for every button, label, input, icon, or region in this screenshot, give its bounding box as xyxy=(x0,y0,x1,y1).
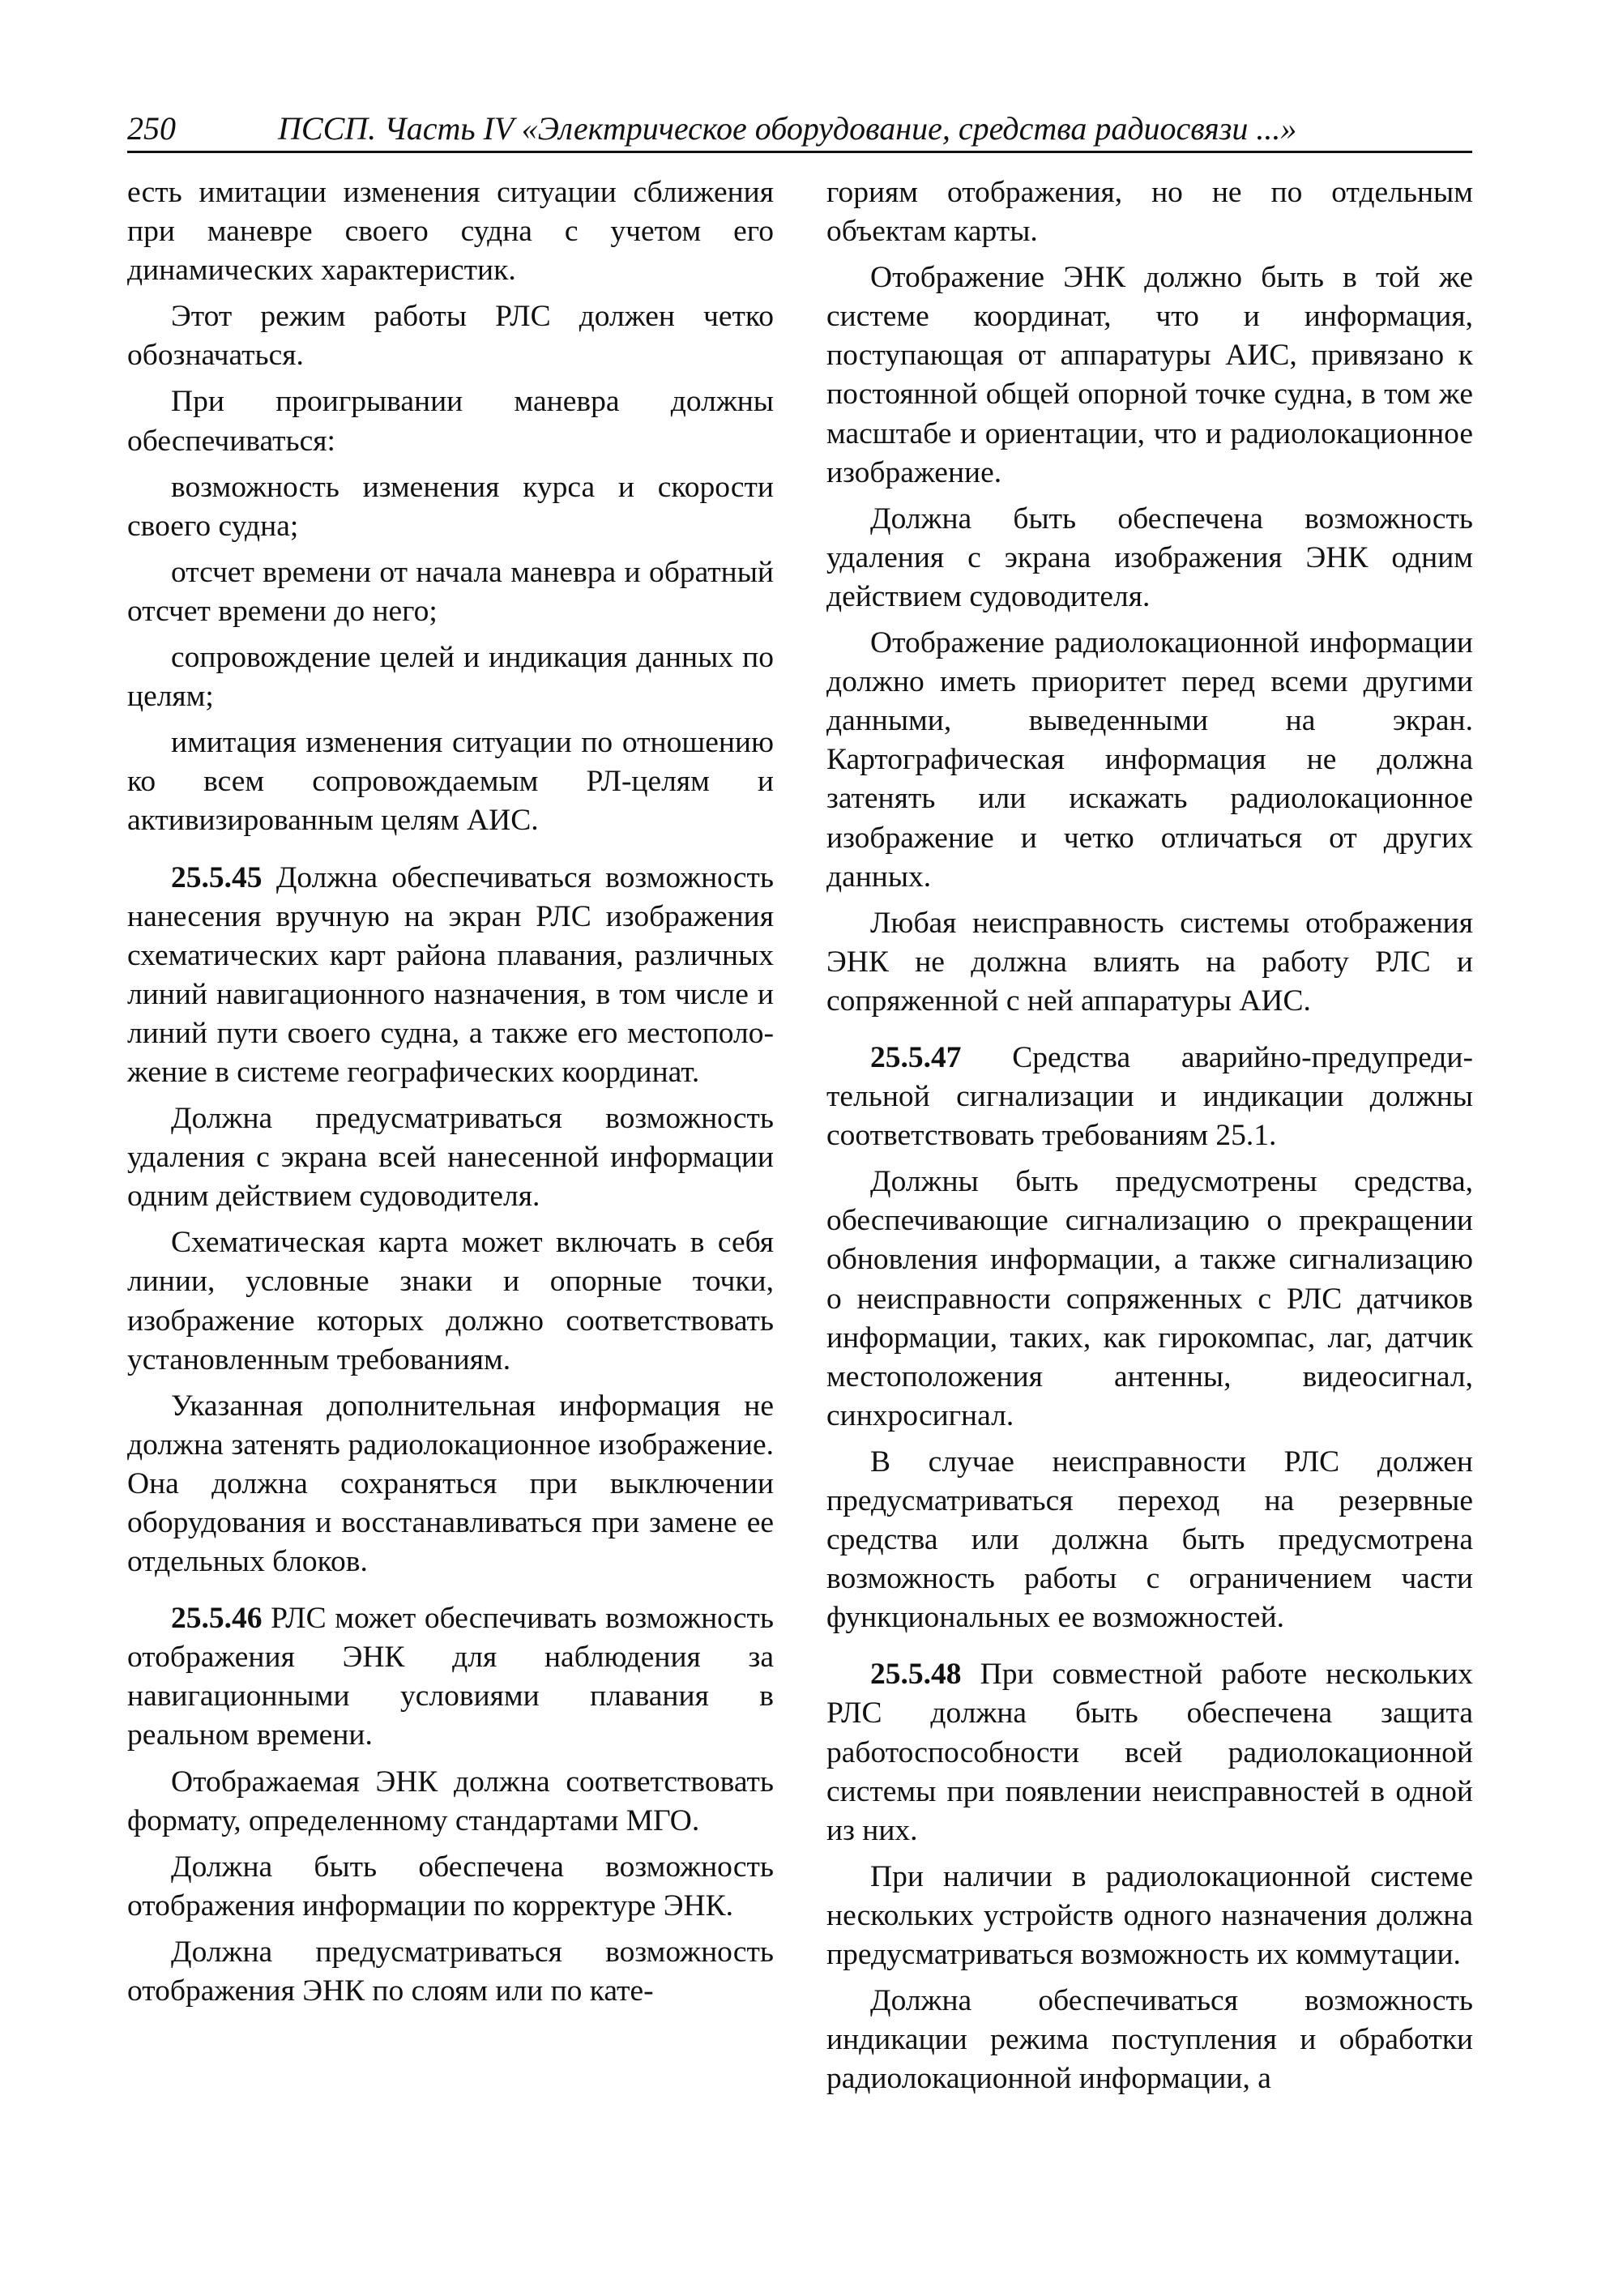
list-item: имитация изменения ситуации по отношению ко всем сопровождаемым РЛ-целям и активизированным целям АИС. xyxy=(127,726,774,838)
page-number: 250 xyxy=(127,110,176,147)
paragraph: Должна быть обеспечена возможность отображения информации по корректуре ЭНК. xyxy=(127,1850,774,1923)
paragraph: Должна быть обеспечена возможность удаления с экрана изображения ЭНК одним действием судоводителя. xyxy=(826,501,1473,613)
running-title: ПССП. Часть IV «Электрическое оборудование, средства радиосвязи ...» xyxy=(278,110,1297,147)
paragraph: Любая неисправность системы отображения ЭНК не должна влиять на работу РЛС и сопряженной с ней аппаратуры АИС. xyxy=(826,906,1473,1018)
right-column xyxy=(826,173,1473,2106)
paragraph: Отображаемая ЭНК должна соответствовать формату, определенному стандартами МГО. xyxy=(127,1765,774,1837)
list-item: сопровождение целей и индикация данных по целям; xyxy=(127,641,774,714)
section-number: 25.5.46 xyxy=(171,1602,263,1636)
running-header xyxy=(127,105,1472,153)
paragraph: Указанная дополнительная информация не должна затенять радиолокационное изображение. Она должна сохраняться при выключении оборудования и восстанавливаться при замене ее отдельных блоков. xyxy=(127,1389,774,1579)
paragraph: Должны быть предусмотрены средства, обеспечивающие сигнализацию о прекращении обновления информации, а также сигнализацию о неисправности сопряженных с РЛС датчиков информации, таких, как гирокомпас, лаг, датчик местоположения антенны, видеосигнал, синхросигнал. xyxy=(826,1165,1473,1432)
section-25-5-47 xyxy=(826,1039,1473,1155)
list-item: отсчет времени от начала маневра и обратный отсчет времени до него; xyxy=(127,555,774,628)
paragraph-continuation: есть имитации изменения ситуации сближения при маневре своего судна с учетом его динамических характеристик. xyxy=(127,176,774,288)
paragraph-continuation: гориям отображения, но не по отдельным объектам карты. xyxy=(826,176,1473,249)
paragraph: Этот режим работы РЛС должен четко обозначаться. xyxy=(127,300,774,373)
paragraph: Отображение радиолокационной информации должно иметь приоритет перед всеми другими данными, выведенными на экран. Картографическая информация не должна затенять или искажать радиолокационное изображение и четко отличаться от других данных. xyxy=(826,626,1473,894)
paragraph: В случае неисправности РЛС должен предусматриваться переход на резервные средства или должна быть предусмотрена возможность работы с ограничением части функциональных ее возможностей. xyxy=(826,1445,1473,1635)
paragraph: При наличии в радиолокационной системе нескольких устройств одного назначения должна предусматриваться возможность их коммутации. xyxy=(826,1859,1473,1972)
left-column xyxy=(127,173,774,2018)
paragraph: Должна обеспечиваться возможность индикации режима поступления и обработки радиолокационной информации, а xyxy=(826,1984,1473,2096)
paragraph: При проигрывании маневра должны обеспечиваться: xyxy=(127,385,774,458)
section-number: 25.5.48 xyxy=(870,1658,962,1692)
paragraph: Отображение ЭНК должно быть в той же системе координат, что и информация, поступающая от аппаратуры АИС, привязано к постоянной общей опорной точке судна, в том же масштабе и ориентации, что и радиолокационное изображение. xyxy=(826,261,1473,489)
paragraph: Должна предусматриваться возможность отображения ЭНК по слоям или по кате- xyxy=(127,1935,774,2008)
section-25-5-46 xyxy=(127,1599,774,1755)
list-item: возможность изменения курса и скорости своего судна; xyxy=(127,470,774,543)
paragraph: Должна предусматриваться возможность удаления с экрана всей нанесенной информации одним действием судоводителя. xyxy=(127,1102,774,1214)
paragraph: Схематическая карта может включать в себя линии, условные знаки и опорные точки, изображение которых должно соответствовать установленным требованиям. xyxy=(127,1226,774,1376)
section-text: РЛС может обеспечивать возможность отображения ЭНК для наблюдения за навигационными условиями плавания в реальном времени. xyxy=(127,1602,774,1752)
section-number: 25.5.45 xyxy=(171,860,263,894)
section-number: 25.5.47 xyxy=(870,1040,962,1074)
section-text: Средства аварийно-предупредительной сигнализации и индикации должны соответствовать требованиям 25.1. xyxy=(826,1040,1473,1153)
section-text: Должна обеспечиваться возможность нанесения вручную на экран РЛС изображения схематических карт района плавания, различных линий навигационного назначения, в том числе и линий пути своего судна, а также его местоположение в системе географических координат. xyxy=(127,860,775,1089)
section-25-5-45 xyxy=(127,859,774,1093)
section-25-5-48 xyxy=(826,1655,1473,1850)
section-text: При совместной работе нескольких РЛС должна быть обеспечена защита работоспособности всей радиолокационной системы при появлении неисправностей в одной из них. xyxy=(826,1658,1473,1847)
